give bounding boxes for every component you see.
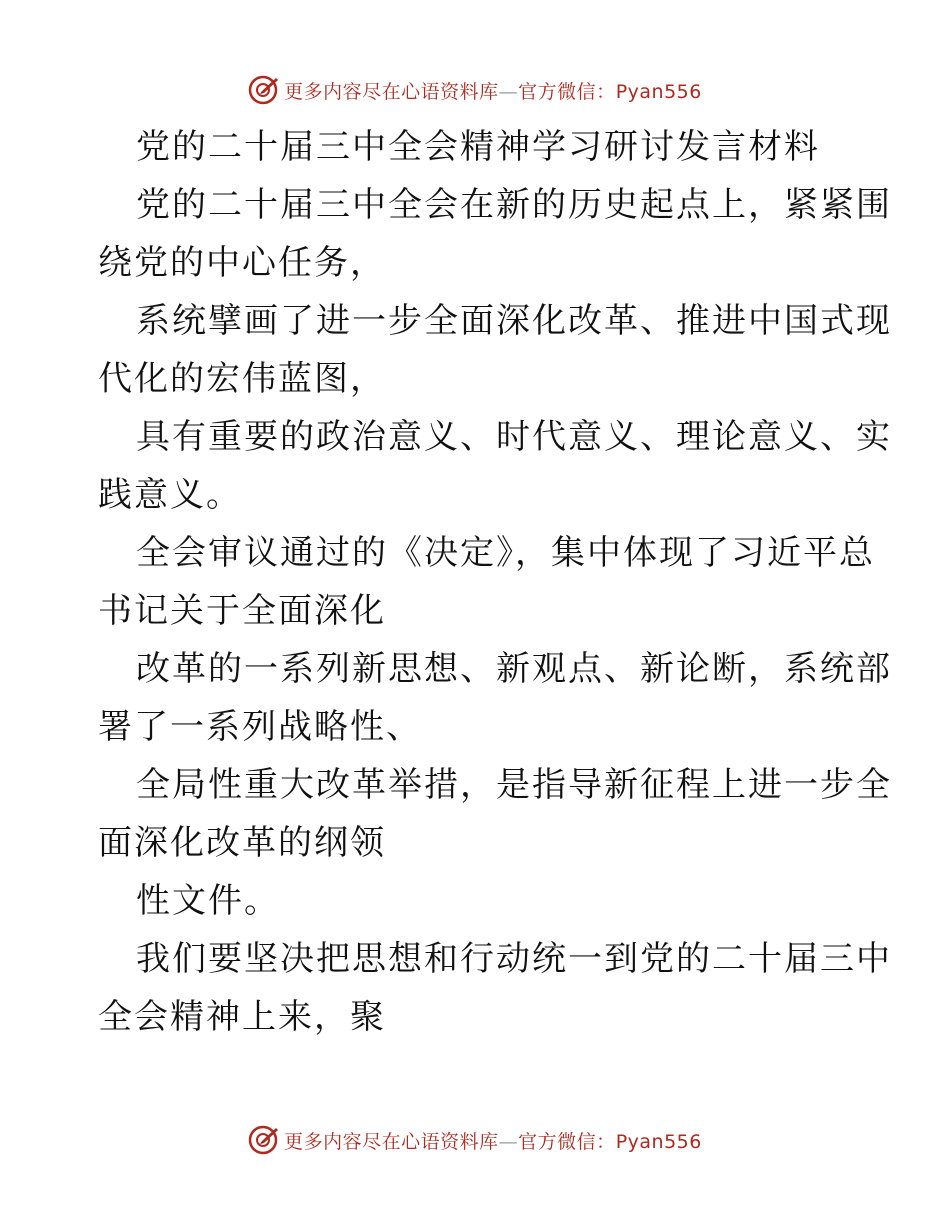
paragraph-line: 系统擘画了进一步全面深化改革、推进中国式现 [136,301,892,341]
watermark-prefix: 更多内容尽在心语资料库 [284,80,499,103]
paragraph-line: 全局性重大改革举措，是指导新征程上进一步全 [136,765,892,805]
paragraph-line: 我们要坚决把思想和行动统一到党的二十届三中 [136,939,892,979]
watermark-wechat-id: Pyan556 [615,80,702,103]
pen-logo-icon [248,1124,280,1156]
paragraph-line: 绕党的中心任务， [98,243,386,283]
paragraph-line: 代化的宏伟蓝图， [98,359,386,399]
paragraph-line: 改革的一系列新思想、新观点、新论断，系统部 [136,649,892,689]
watermark-official-label: 官方微信： [518,1130,616,1153]
header-watermark-banner [0,70,950,110]
paragraph-line: 全会精神上来，聚 [98,997,386,1037]
watermark-text [284,77,702,104]
paragraph-line: 具有重要的政治意义、时代意义、理论意义、实 [136,417,892,457]
paragraph-line: 性文件。 [136,881,280,921]
document-title: 党的二十届三中全会精神学习研讨发言材料 [136,127,820,167]
paragraph-line: 践意义。 [98,475,242,515]
paragraph-line: 全会审议通过的《决定》，集中体现了习近平总 [136,533,875,573]
watermark-text [284,1127,702,1154]
watermark-prefix: 更多内容尽在心语资料库 [284,1130,499,1153]
pen-logo-icon [248,74,280,106]
paragraph-line: 书记关于全面深化 [98,591,386,631]
watermark-dash: — [498,80,519,103]
watermark-official-label: 官方微信： [518,80,616,103]
document-body [98,118,892,1046]
watermark-dash: — [498,1130,519,1153]
paragraph-line: 面深化改革的纲领 [98,823,386,863]
paragraph-line: 党的二十届三中全会在新的历史起点上，紧紧围 [136,185,892,225]
paragraph-line: 署了一系列战略性、 [98,707,422,747]
watermark-wechat-id: Pyan556 [615,1130,702,1153]
footer-watermark-banner [0,1120,950,1160]
